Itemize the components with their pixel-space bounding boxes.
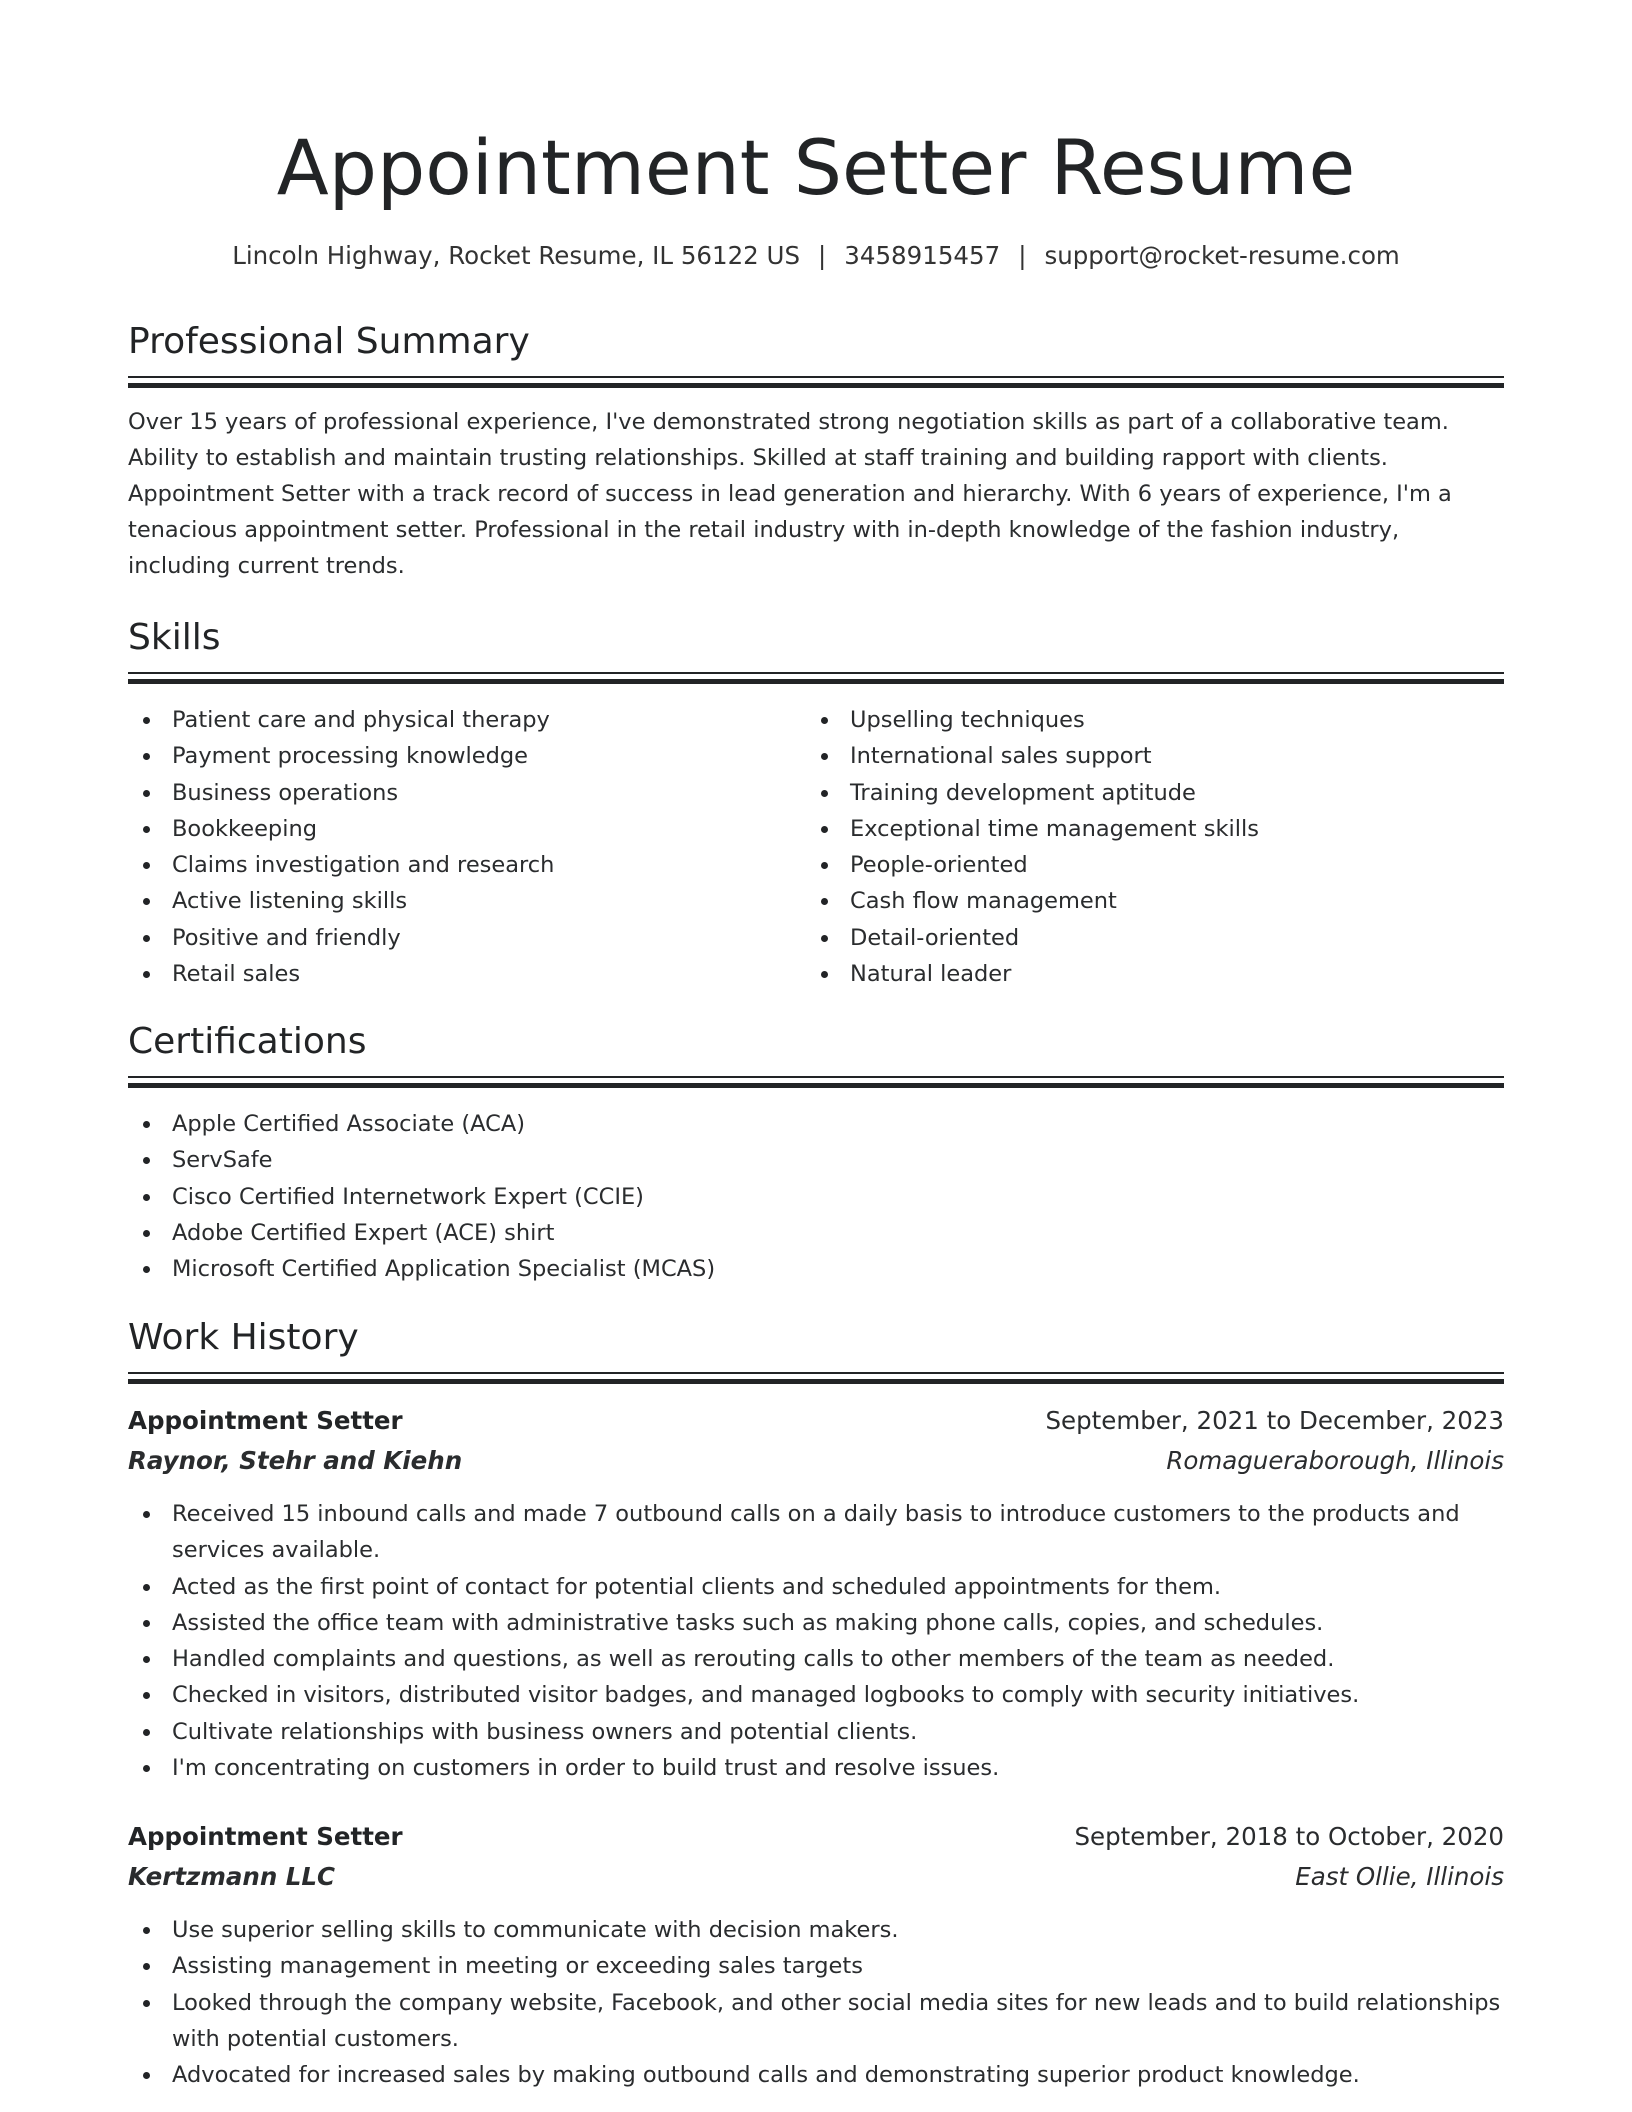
certification-item: Cisco Certified Internetwork Expert (CCIE) xyxy=(128,1179,1504,1215)
job-duty-item: Acted as the first point of contact for potential clients and scheduled appointments for them. xyxy=(128,1569,1504,1605)
contact-separator: | xyxy=(818,241,827,270)
skill-item: Retail sales xyxy=(128,956,788,992)
skill-item: Claims investigation and research xyxy=(128,847,788,883)
skill-item: Training development aptitude xyxy=(806,775,1504,811)
skill-item: Exceptional time management skills xyxy=(806,811,1504,847)
section-heading-certifications: Certifications xyxy=(128,1021,367,1062)
skill-item: Positive and friendly xyxy=(128,920,788,956)
contact-separator: | xyxy=(1018,241,1027,270)
skill-item: Payment processing knowledge xyxy=(128,738,788,774)
skill-item: Patient care and physical therapy xyxy=(128,702,788,738)
job-duty-item: Received 15 inbound calls and made 7 outbound calls on a daily basis to introduce customers to the products and services available. xyxy=(128,1496,1504,1569)
resume-title: Appointment Setter Resume xyxy=(276,123,1356,212)
contact-phone: 3458915457 xyxy=(844,241,1001,270)
job-dates: September, 2018 to October, 2020 xyxy=(1074,1822,1504,1851)
job-location: East Ollie, Illinois xyxy=(1295,1862,1504,1891)
section-divider xyxy=(128,1076,1504,1085)
job-duty-item: Advocated for increased sales by making outbound calls and demonstrating superior product knowledge. xyxy=(128,2057,1504,2093)
job-duty-item: Use superior selling skills to communicate with decision makers. xyxy=(128,1912,1504,1948)
summary-line: tenacious appointment setter. Professional in the retail industry with in-depth knowledge of the fashion industry, xyxy=(128,517,1400,543)
contact-email: support@rocket-resume.com xyxy=(1044,241,1400,270)
certification-item: ServSafe xyxy=(128,1142,1504,1178)
skill-item: Bookkeeping xyxy=(128,811,788,847)
skill-item: Cash flow management xyxy=(806,883,1504,919)
job-company: Kertzmann LLC xyxy=(128,1862,335,1891)
summary-line: Appointment Setter with a track record of success in lead generation and hierarchy. With 6 years of experience, I'm a xyxy=(128,481,1452,507)
job-duty-item: Checked in visitors, distributed visitor badges, and managed logbooks to comply with security initiatives. xyxy=(128,1677,1504,1713)
job-duty-item: Handled complaints and questions, as well as rerouting calls to other members of the team as needed. xyxy=(128,1641,1504,1677)
contact-address: Lincoln Highway, Rocket Resume, IL 56122 US xyxy=(232,241,801,270)
summary-line: including current trends. xyxy=(128,553,405,579)
certification-item: Apple Certified Associate (ACA) xyxy=(128,1106,1504,1142)
job-duty-item: Cultivate relationships with business owners and potential clients. xyxy=(128,1714,1504,1750)
certification-item: Microsoft Certified Application Specialist (MCAS) xyxy=(128,1251,1504,1287)
job-duty-item: I'm concentrating on customers in order to build trust and resolve issues. xyxy=(128,1750,1504,1786)
certification-item: Adobe Certified Expert (ACE) shirt xyxy=(128,1215,1504,1251)
summary-line: Over 15 years of professional experience, I've demonstrated strong negotiation skills as part of a collaborative team. xyxy=(128,409,1449,435)
summary-text xyxy=(128,404,1504,584)
section-heading-work-history: Work History xyxy=(128,1317,359,1358)
section-heading-summary: Professional Summary xyxy=(128,321,530,362)
skills-list-left xyxy=(128,702,788,992)
skill-item: International sales support xyxy=(806,738,1504,774)
skill-item: Active listening skills xyxy=(128,883,788,919)
job-location: Romagueraborough, Illinois xyxy=(1166,1446,1504,1475)
skill-item: Natural leader xyxy=(806,956,1504,992)
skill-item: Upselling techniques xyxy=(806,702,1504,738)
skill-item: Detail-oriented xyxy=(806,920,1504,956)
section-divider xyxy=(128,1372,1504,1381)
job-dates: September, 2021 to December, 2023 xyxy=(1045,1406,1504,1435)
job-duty-item: Looked through the company website, Facebook, and other social media sites for new leads and to build relationships with potential customers. xyxy=(128,1985,1504,2058)
job-duties-list xyxy=(128,1912,1504,2093)
job-duty-item: Assisting management in meeting or exceeding sales targets xyxy=(128,1948,1504,1984)
contact-line xyxy=(128,238,1504,274)
skills-list-right xyxy=(806,702,1504,992)
section-divider xyxy=(128,376,1504,385)
skill-item: People-oriented xyxy=(806,847,1504,883)
summary-line: Ability to establish and maintain trusting relationships. Skilled at staff training and building rapport with clients. xyxy=(128,445,1388,471)
job-title: Appointment Setter xyxy=(128,1822,403,1851)
certifications-list xyxy=(128,1106,1504,1287)
job-duties-list xyxy=(128,1496,1504,1786)
job-duty-item: Assisted the office team with administrative tasks such as making phone calls, copies, and schedules. xyxy=(128,1605,1504,1641)
job-title: Appointment Setter xyxy=(128,1406,403,1435)
job-company: Raynor, Stehr and Kiehn xyxy=(128,1446,463,1475)
skill-item: Business operations xyxy=(128,775,788,811)
section-heading-skills: Skills xyxy=(128,617,221,658)
section-divider xyxy=(128,672,1504,681)
